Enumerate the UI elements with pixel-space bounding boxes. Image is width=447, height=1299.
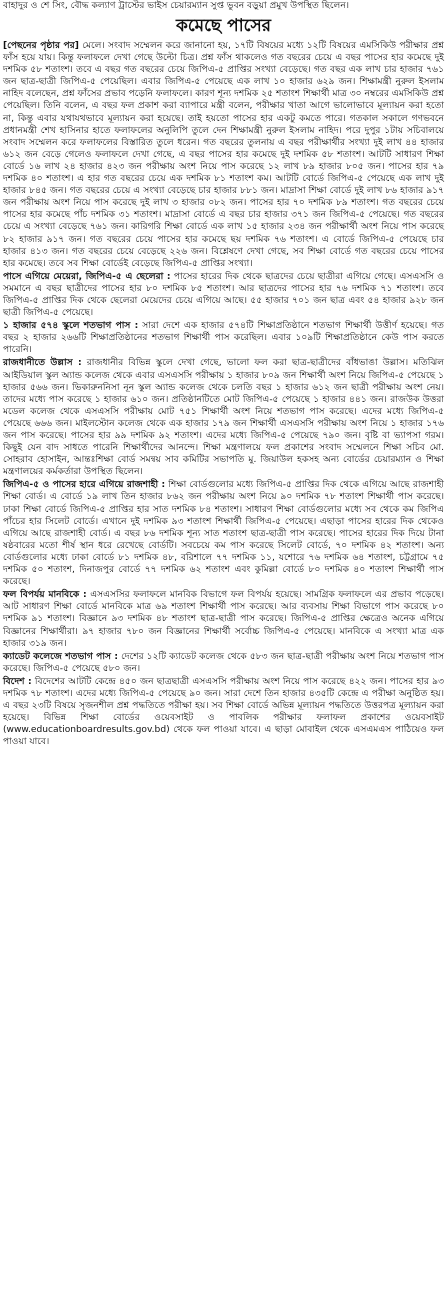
section-capital-celebration: [3, 357, 444, 478]
section-rajshahi-leads: [3, 479, 444, 588]
section-text: বিদেশের আটটি কেন্দ্রে ৪৫০ জন ছাত্রছাত্রী এসএসসি পরীক্ষায় অংশ নিয়ে পাস করেছে ৪২২ জন। পাসের হার ৯৩ দশমিক ৭৮ শতাংশ। এদের মধ্যে জিপিএ-৫ পেয়েছে ৯০ জন। সারা দেশে তিন হাজার ৪৩৫টি কেন্দ্রে এ পরীক্ষা অনুষ্ঠিত হয়। এ বছর ২৩টি বিষয়ে সৃজনশীল প্রশ্ন পদ্ধতিতে পরীক্ষা হয়। সব শিক্ষা বোর্ডে অভিন্ন মূল্যায়ন পদ্ধতিতে উত্তরপত্র মূল্যায়ন করা হয়েছে। বিভিন্ন শিক্ষা বোর্ডের ওয়েবসাইট ও পাবলিক পরীক্ষার ফলাফল প্রকাশের ওয়েবসাইট (www.educationboardresults.gov.bd) থেকে ফল পাওয়া যাবে। এ ছাড়া মোবাইল থেকে এসএমএস পাঠিয়েও ফল পাওয়া যাবে।: [3, 676, 444, 748]
continuation-tag: [পেছনের পৃষ্ঠার পর]: [3, 41, 79, 51]
section-text: শিক্ষা বোর্ডগুলোর মধ্যে জিপিএ-৫ প্রাপ্তির দিক থেকে এগিয়ে আছে রাজশাহী শিক্ষা বোর্ড। এ বোর্ডে ১৯ লাখ তিন হাজার ৮৬২ জন পরীক্ষায় অংশ নিয়ে ৯০ দশমিক ৭৮ শতাংশ শিক্ষার্থী পাস করেছে। ঢাকা শিক্ষা বোর্ডে জিপিএ-৫ প্রাপ্তির হার সাত দশমিক ৮৪ শতাংশ। সাধারণ শিক্ষা বোর্ডগুলোর মধ্যে সব থেকে কম জিপিএ পাঁচের হার সিলেট বোর্ডে। এখানে দুই দশমিক ৯৩ শতাংশ শিক্ষার্থী জিপিএ-৫ পেয়েছে। এছাড়া পাসের হারের দিক থেকেও এগিয়ে আছে রাজশাহী বোর্ড। এ বছর ৮৬ দশমিক শূন্য সাত শতাংশ ছাত্র-ছাত্রী পাস করেছে। পাসের হারের দিক দিয়ে টানা ষষ্ঠবারের মতো শীর্ষ স্থান ধরে রেখেছে বোর্ডটি। সবচেয়ে কম পাস করেছে সিলেট বোর্ডে, ৭০ দশমিক ৪২ শতাংশ। অন্য বোর্ডগুলোর মধ্যে ঢাকা বোর্ডে ৮১ দশমিক ৪৮, বরিশালে ৭৭ দশমিক ১১, যশোরে ৭৬ দশমিক ৬৪ শতাংশ, চট্টগ্রামে ৭৫ দশমিক ৫০ শতাংশ, দিনাজপুর বোর্ডে ৭৭ দশমিক ৬২ শতাংশ এবং কুমিল্লা বোর্ডে ৮০ দশমিক ৪০ শতাংশ শিক্ষার্থী পাস করেছে।: [3, 480, 444, 588]
previous-article-tail: বাহাদুর ও শে সিং, বৌদ্ধ কল্যাণ ট্রাস্টের ভাইস চেয়ারম্যান সুপ্ত ভুবন বড়ুয়া প্রমুখ উপস্থিত ছিলেন।: [3, 1, 349, 11]
section-text: এসএসসির ফলাফলে মানবিক বিভাগে ফল বিপর্যয় হয়েছে। সামগ্রিক ফলাফলে এর প্রভাব পড়েছে। আট সাধারণ শিক্ষা বোর্ডে মানবিকে মাত্র ৬৯ শতাংশ শিক্ষার্থী পাস করেছে। আর ব্যবসায় শিক্ষা বিভাগে পাস করেছে ৮০ দশমিক ৯১ শতাংশ। বিজ্ঞানে ৯৩ দশমিক ৪৮ শতাংশ ছাত্র-ছাত্রী পাস করেছে। জিপিএ-৫ প্রাপ্তির ক্ষেত্রেও অনেক এগিয়ে বিজ্ঞানের শিক্ষার্থীরা। ৯৭ হাজার ৭৮০ জন বিজ্ঞানের শিক্ষার্থী সর্বোচ্চ জিপিএ-৫ পেয়েছে। মানবিকে এ সংখ্যা মাত্র এক হাজার ৩১৯ জন।: [3, 590, 444, 649]
section-heading: পাসে এগিয়ে মেয়েরা, জিপিএ-৫ এ ছেলেরা :: [3, 271, 171, 282]
section-text: পাসের হারের দিক থেকে ছাত্রদের চেয়ে ছাত্রীরা এগিয়ে গেছে। এসএসসি ও সমমানে এ বছর ছাত্রীদের পাসের হার ৮০ দশমিক ৮৫ শতাংশ। আর ছাত্রদের পাসের হার ৭৬ দশমিক ৭১ শতাংশ। তবে জিপিএ-৫ প্রাপ্তির দিক থেকে ছেলেরা মেয়েদের চেয়ে এগিয়ে আছে। ৫৫ হাজার ৭০১ জন ছাত্র এবং ৫৪ হাজার ৯২৮ জন ছাত্রী জিপিএ-৫ পেয়েছে।: [3, 271, 444, 319]
section-heading: বিদেশ :: [3, 676, 32, 687]
section-heading: ফল বিপর্যয় মানবিকে :: [3, 590, 87, 601]
section-full-pass-schools: [3, 320, 444, 356]
section-text: রাজধানীর বিভিন্ন স্কুলে দেখা গেছে, ভালো ফল করা ছাত্র-ছাত্রীদের বাঁধভাঙা উল্লাস। মতিঝিল আইডিয়াল স্কুল অ্যান্ড কলেজ থেকে এবার এসএসসি পরীক্ষায় ১ হাজার ৮০৯ জন শিক্ষার্থী অংশ নিয়ে জিপিএ-৫ পেয়েছে ১ হাজার ৫৬৬ জন। ভিকারুননিসা নূন স্কুল অ্যান্ড কলেজ থেকে চলতি বছর ১ হাজার ৬১২ জন ছাত্রী পরীক্ষায় অংশ নেয়। তাদের মধ্যে পাস করেছে ১ হাজার ৬১০ জন। প্রতিষ্ঠানটিতে মোট জিপিএ-৫ পেয়েছে ১ হাজার ৪৪১ জন। রাজউক উত্তরা মডেল কলেজ থেকে এসএসসি পরীক্ষায় মোট ৭৫১ শিক্ষার্থী অংশ নিয়ে শতভাগ পাস করেছে। এদের মধ্যে জিপিএ-৫ পেয়েছে ৬৬৬ জন। মাইলস্টোন কলেজ থেকে এক হাজার ১৭৯ জন শিক্ষার্থী এসএসসি পরীক্ষায় অংশ নিয়ে ১ হাজার ১৭৬ জন পাস করেছে। পাসের হার ৯৯ দশমিক ৯২ শতাংশ। এদের মধ্যে জিপিএ-৫ পেয়েছে ৭৯০ জন। বৃষ্টি বা ভ্যাপসা গরম। কিছুই যেন বাদ সাধতে পারেনি শিক্ষার্থীদের আনন্দে। শিক্ষা মন্ত্রণালয়ে ফল প্রকাশের সংবাদ সম্মেলনে শিক্ষা সচিব মো. সোহরাব হোসাইন, আন্তঃশিক্ষা বোর্ড সমন্বয় সাব কমিটির সভাপতি মু. জিয়াউল হকসহ অন্য বোর্ডের চেয়ারম্যান ও শিক্ষা মন্ত্রণালয়ের কর্মকর্তারা উপস্থিত ছিলেন।: [3, 358, 445, 478]
article-intro-paragraph: [3, 40, 444, 270]
section-text: সারা দেশে এক হাজার ৫৭৪টি শিক্ষাপ্রতিষ্ঠানে শতভাগ শিক্ষার্থী উত্তীর্ণ হয়েছে। গত বছর ২ হাজার ২৬৬টি শিক্ষাপ্রতিষ্ঠানের শতভাগ শিক্ষার্থী পাস করেছিল। এবার ১০৯টি শিক্ষাপ্রতিষ্ঠানে কেউ পাস করতে পারেনি।: [3, 321, 444, 356]
section-text: দেশের ১২টি ক্যাডেট কলেজ থেকে ৫৮৩ জন ছাত্র-ছাত্রী পরীক্ষায় অংশ নিয়ে শতভাগ পাস করেছে। জিপিএ-৫ পেয়েছে ৫৮০ জন।: [3, 651, 444, 674]
section-abroad: [3, 676, 444, 749]
section-heading: রাজধানীতে উল্লাস :: [3, 358, 82, 369]
section-heading: ১ হাজার ৫৭৪ স্কুলে শতভাগ পাস :: [3, 321, 139, 332]
intro-text: মেলে। সংবাদ সম্মেলন করে জানানো হয়, ১৭টি বিষয়ের মধ্যে ১২টি বিষয়ের এমসিকিউ পরীক্ষার প্রশ্ন ফাঁস হয়ে যায়। কিন্তু ফলাফলে দেখা গেছে উল্টো চিত্র। প্রশ্ন ফাঁস থাকলেও গত বছরের চেয়ে এ বছর পাসের হার কমেছে দুই দশমিক ৫৮ শতাংশ। তবে এ বছর গত বছরের চেয়ে জিপিএ-৫ প্রাপ্তির সংখ্যা বেড়েছে। গত বছর এক লাখ চার হাজার ৭৬১ জন ছাত্র-ছাত্রী জিপিএ-৫ পেয়েছিল। এবার জিপিএ-৫ পেয়েছে এক লাখ ১০ হাজার ৬২৯ জন। শিক্ষামন্ত্রী নুরুল ইসলাম নাহিদ বলেছেন, প্রশ্ন ফাঁসের প্রভাব পড়েনি ফলাফলে। কারণ শূন্য দশমিক ২৫ শতাংশ শিক্ষার্থী মাত্র ৩০ নম্বরের এমসিকিউ প্রশ্ন পেয়েছিল। তিনি বলেন, এ বছর ফল প্রকাশ করা ব্যাপারে মন্ত্রী বলেন, পরীক্ষার খাতা আগে ভালোভাবে মূল্যায়ন করা হতো না, কিন্তু এবার যথাযথভাবে মূল্যায়ন করা হয়েছে। তাই হয়তো পাসের হার একটু কমতে পারে। গতকাল সকালে গণভবনে প্রধানমন্ত্রী শেখ হাসিনার হাতে ফলাফলের অনুলিপি তুলে দেন শিক্ষামন্ত্রী নুরুল ইসলাম নাহিদ। পরে দুপুর ১টায় সচিবালয়ে সংবাদ সম্মেলন করে ফলাফলের বিস্তারিত তুলে ধরেন। গত বছরের তুলনায় এ বছর পরীক্ষার্থীর সংখ্যা দুই লাখ ৪৪ হাজার ৬১২ জন বেড়ে গেলেও ফলাফলে দেখা গেছে, এ বছর পাসের হার কমেছে দুই দশমিক ৫৮ শতাংশ। আটটি সাধারণ শিক্ষা বোর্ডে ১৬ লাখ ২৪ হাজার ৪২৩ জন পরীক্ষায় অংশ নিয়ে পাস করেছে ১২ লাখ ৮৯ হাজার ৮০৫ জন। পাসের হার ৭৯ দশমিক ৪০ শতাংশ। এ হার গত বছরের চেয়ে এক দশমিক ৮১ শতাংশ কম। আটটি বোর্ডে জিপিএ-৫ পেয়েছে এক লাখ দুই হাজার ৮৪৫ জন। গত বছরের চেয়ে এ সংখ্যা বেড়েছে চার হাজার ৮৮১ জন। মাদ্রাসা শিক্ষা বোর্ডে দুই লাখ ৮৬ হাজার ৯১৭ জন পরীক্ষায় অংশ নিয়ে পাস করেছে দুই লাখ ৩ হাজার ০৮২ জন। পাসের হার ৭০ দশমিক ৮৯ শতাংশ। গত বছরের চেয়ে পাসের হার কমেছে পাঁচ দশমিক ৩১ শতাংশ। মাদ্রাসা বোর্ডে এ বছর চার হাজার ৩৭১ জন জিপিএ-৫ পেয়েছে। গত বছরের চেয়ে এ সংখ্যা বেড়েছে ৭৬১ জন। কারিগরি শিক্ষা বোর্ডে এক লাখ ১৫ হাজার ২৩৪ জন পরীক্ষার্থী অংশ নিয়ে পাস করেছে ৮২ হাজার ৯১৭ জন। গত বছরের চেয়ে পাসের হার কমেছে ছয় দশমিক ৭৬ শতাংশ। এ বোর্ডে জিপিএ-৫ পেয়েছে চার হাজার ৪১৩ জন। গত বছরের চেয়ে বেড়েছে ২২৬ জন। বিশ্লেষণে দেখা গেছে, সব শিক্ষা বোর্ডে গত বছরের চেয়ে পাসের হার কমেছে। তবে সব শিক্ষা বোর্ডেই বেড়েছে জিপিএ-৫ প্রাপ্তির সংখ্যা।: [3, 41, 444, 269]
section-cadet-college: [3, 651, 444, 675]
section-girls-boys: [3, 271, 444, 319]
section-heading: জিপিএ-৫ ও পাসের হারে এগিয়ে রাজশাহী :: [3, 480, 166, 491]
section-heading: ক্যাডেট কলেজে শতভাগ পাস :: [3, 651, 118, 662]
article-headline: কমেছে পাসের: [175, 16, 272, 36]
section-humanities-decline: [3, 589, 444, 649]
